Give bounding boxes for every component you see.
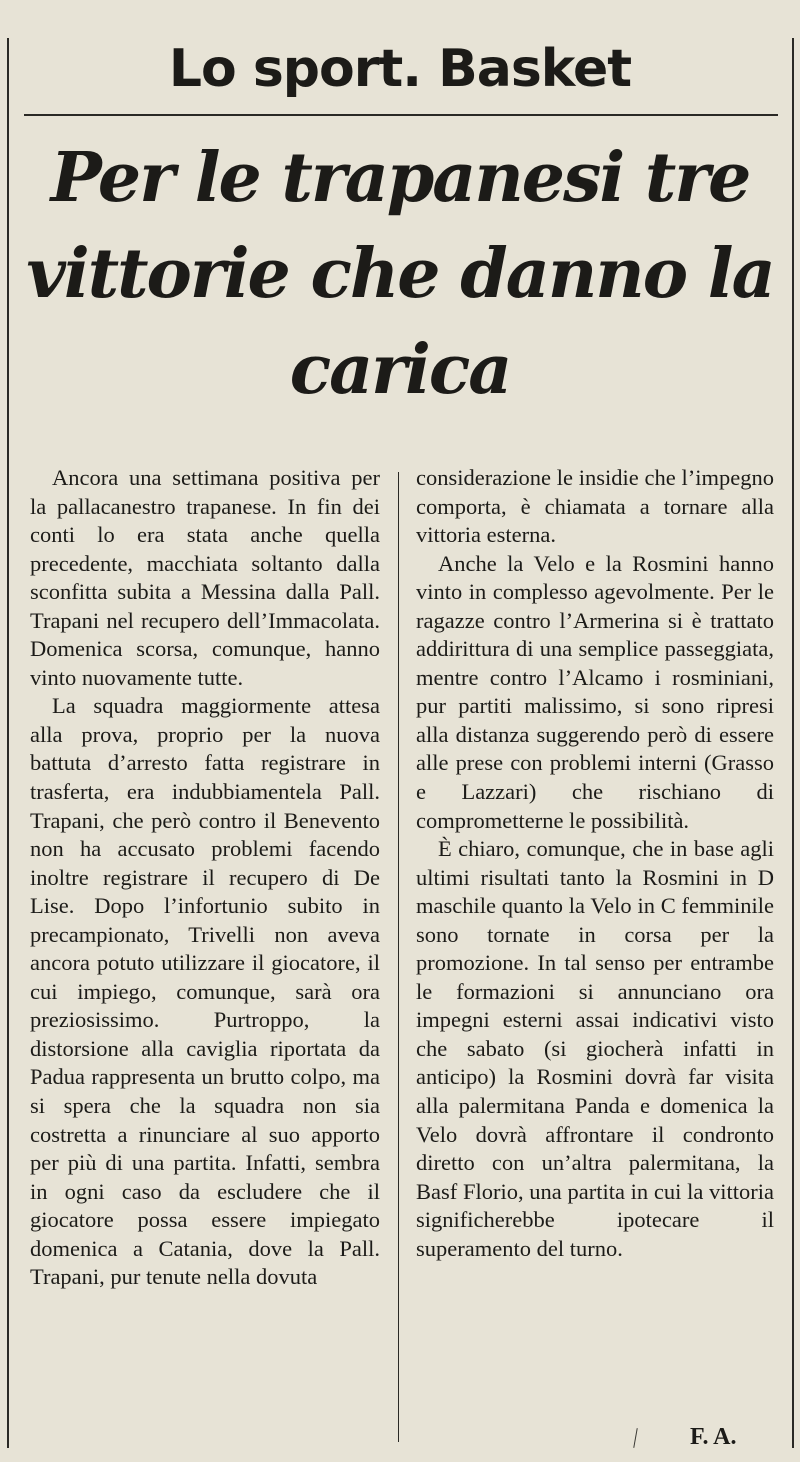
article-column-right	[416, 464, 774, 1263]
page-border-right	[792, 38, 794, 1448]
paragraph: Ancora una settimana positiva per la pallacanestro trapanese. In fin dei conti lo era stata anche quella precedente, macchiata soltanto dalla sconfitta subita a Messina dalla Pall. Trapani nel recupero dell’Immacolata. Domenica scorsa, comunque, hanno vinto nuovamente tutte.	[30, 465, 380, 690]
column-divider	[398, 472, 399, 1442]
print-mark	[633, 1428, 637, 1448]
header-rule	[24, 114, 778, 116]
article-column-left	[30, 464, 380, 1292]
paragraph: La squadra maggiormente attesa alla prova, proprio per la nuova battuta d’arresto fatta registrare in trasferta, era indubbiamentela Pall. Trapani, che però contro il Benevento non ha accusato problemi facendo inoltre registrare il recupero di De Lise. Dopo l’infortunio subito in precampionato, Trivelli non aveva ancora potuto utilizzare il giocatore, il cui impiego, comunque, sarà ora preziosissimo. Purtroppo, la distorsione alla caviglia riportata da Padua rappresenta un brutto colpo, ma si spera che la squadra non sia costretta a rinunciare al suo apporto per più di una partita. Infatti, sembra in ogni caso da escludere che il giocatore possa essere impiegato domenica a Catania, dove la Pall. Trapani, pur tenute nella dovuta	[30, 693, 380, 1290]
page-border-left	[7, 38, 9, 1448]
article-headline: Per le trapanesi tre vittorie che danno la carica	[26, 138, 774, 410]
paragraph: considerazione le insidie che l’impegno comporta, è chiamata a tornare alla vittoria esterna.	[416, 465, 774, 548]
section-title: Lo sport. Basket	[168, 39, 632, 99]
author-signature: F. A.	[690, 1424, 737, 1450]
paragraph: È chiaro, comunque, che in base agli ultimi risultati tanto la Rosmini in D maschile quanto la Velo in C femminile sono tornate in corsa per la promozione. In tal senso per entrambe le formazioni si annunciano ora impegni esterni assai indicativi visto che sabato (si giocherà infatti in anticipo) la Rosmini dovrà far visita alla palermitana Panda e domenica la Velo dovrà affrontare il condronto diretto con un’altra palermitana, la Basf Florio, una partita in cui la vittoria significherebbe ipotecare il superamento del turno.	[416, 836, 774, 1261]
paragraph: Anche la Velo e la Rosmini hanno vinto in complesso agevolmente. Per le ragazze contro l’Armerina si è trattato addirittura di una semplice passeggiata, mentre contro l’Alcamo i rosminiani, pur partiti malissimo, si sono ripresi alla distanza suggerendo però di essere alle prese con problemi interni (Grasso e Lazzari) che rischiano di comprometterne le possibilità.	[416, 550, 774, 833]
